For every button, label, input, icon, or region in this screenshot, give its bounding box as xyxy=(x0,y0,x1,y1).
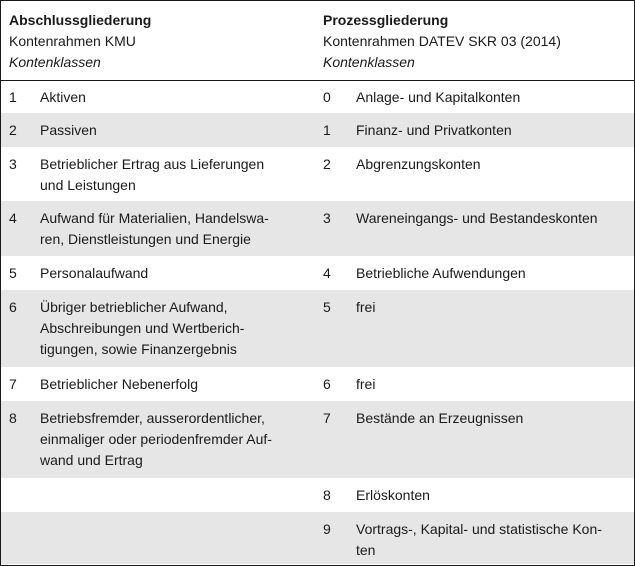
table-row xyxy=(1,80,634,113)
right-class-number: 3 xyxy=(323,210,331,226)
right-class-number: 2 xyxy=(323,156,331,172)
left-class-label xyxy=(40,297,244,360)
left-class-label-line: Betriebsfremder, ausserordentlicher, xyxy=(40,410,265,426)
right-class-label-line: frei xyxy=(356,299,376,315)
table-row xyxy=(1,401,634,478)
right-class-number: 0 xyxy=(323,89,331,105)
left-class-label-line: Passiven xyxy=(40,122,97,138)
right-class-label-line: ten xyxy=(356,542,376,558)
right-class-label xyxy=(356,519,602,561)
header-left-subtitle: Kontenrahmen KMU xyxy=(9,33,136,49)
right-class-label-line: Erlöskonten xyxy=(356,487,430,503)
table-header xyxy=(1,1,634,81)
left-class-number: 1 xyxy=(9,89,17,105)
right-class-number: 5 xyxy=(323,299,331,315)
right-class-label xyxy=(356,208,598,229)
header-right-title: Prozessgliederung xyxy=(323,12,449,28)
right-class-number: 9 xyxy=(323,521,331,537)
right-class-number: 8 xyxy=(323,487,331,503)
left-class-label xyxy=(40,408,272,471)
header-right-subtitle: Kontenrahmen DATEV SKR 03 (2014) xyxy=(323,33,561,49)
left-class-number: 7 xyxy=(9,376,17,392)
table-row xyxy=(1,367,634,401)
right-class-label-line: Wareneingangs- und Bestandeskonten xyxy=(356,210,598,226)
left-class-label-line: Aktiven xyxy=(40,89,86,105)
left-class-label xyxy=(40,374,198,395)
right-class-number: 4 xyxy=(323,265,331,281)
right-class-label xyxy=(356,120,512,141)
left-class-label-line: ren, Dienstleistungen und Energie xyxy=(40,231,251,247)
left-class-label xyxy=(40,154,264,196)
right-class-number: 6 xyxy=(323,376,331,392)
left-class-label xyxy=(40,208,269,250)
right-class-label-line: frei xyxy=(356,376,376,392)
left-class-number: 5 xyxy=(9,265,17,281)
left-class-number: 8 xyxy=(9,410,17,426)
header-left xyxy=(9,10,151,73)
left-class-number: 2 xyxy=(9,122,17,138)
left-class-number: 6 xyxy=(9,299,17,315)
left-class-label-line: Abschreibungen und Wertberich- xyxy=(40,320,245,336)
right-class-label xyxy=(356,263,526,284)
header-left-title: Abschlussgliederung xyxy=(9,12,152,28)
right-class-label xyxy=(356,297,375,318)
left-class-label-line: Personalaufwand xyxy=(40,265,149,281)
left-class-label xyxy=(40,263,148,284)
left-class-label-line: tigungen, sowie Finanzergebnis xyxy=(40,341,237,357)
left-class-label-line: Betrieblicher Ertrag aus Lieferungen xyxy=(40,156,265,172)
right-class-label-line: Abgrenzungskonten xyxy=(356,156,481,172)
right-class-label-line: Bestände an Erzeugnissen xyxy=(356,410,524,426)
table-row xyxy=(1,290,634,367)
left-class-label-line: Betrieblicher Nebenerfolg xyxy=(40,376,198,392)
right-class-label-line: Vortrags-, Kapital- und statistische Kon- xyxy=(356,521,602,537)
table-row xyxy=(1,113,634,147)
left-class-label xyxy=(40,87,86,108)
left-class-label-line: einmaliger oder periodenfremder Auf- xyxy=(40,431,272,447)
table-row xyxy=(1,512,634,564)
right-class-number: 7 xyxy=(323,410,331,426)
left-class-label xyxy=(40,120,97,141)
left-class-label-line: und Leistungen xyxy=(40,177,136,193)
right-class-label-line: Betriebliche Aufwendungen xyxy=(356,265,526,281)
left-class-label-line: Übriger betrieblicher Aufwand, xyxy=(40,299,228,315)
header-right xyxy=(323,10,561,73)
left-class-label-line: Aufwand für Materialien, Handelswa- xyxy=(40,210,269,226)
right-class-label xyxy=(356,154,481,175)
table-row xyxy=(1,256,634,290)
left-class-label-line: wand und Ertrag xyxy=(40,452,143,468)
left-class-number: 4 xyxy=(9,210,17,226)
left-class-number: 3 xyxy=(9,156,17,172)
right-class-label-line: Finanz- und Privatkonten xyxy=(356,122,512,138)
table-row xyxy=(1,478,634,512)
table-row xyxy=(1,147,634,201)
header-left-label: Kontenklassen xyxy=(9,54,101,70)
right-class-label-line: Anlage- und Kapitalkonten xyxy=(356,89,521,105)
right-class-label xyxy=(356,408,523,429)
right-class-label xyxy=(356,87,520,108)
table-row xyxy=(1,201,634,256)
right-class-label xyxy=(356,374,375,395)
right-class-number: 1 xyxy=(323,122,331,138)
right-class-label xyxy=(356,485,430,506)
header-right-label: Kontenklassen xyxy=(323,54,415,70)
